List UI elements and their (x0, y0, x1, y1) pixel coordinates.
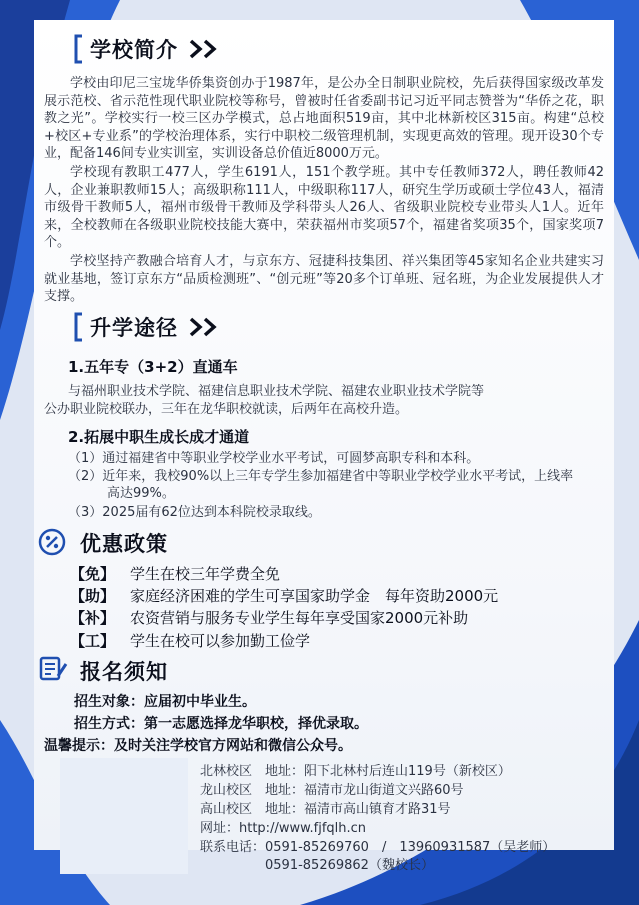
policy-text: 学生在校三年学费全免 (130, 565, 281, 583)
enroll-item: 招生方式：第一志愿选择龙华职校，择优录取。 (74, 716, 368, 732)
policy-text: 学生在校可以参加勤工俭学 (130, 632, 311, 650)
enroll-item: 温馨提示：及时关注学校官方网站和微信公众号。 (44, 738, 352, 754)
policy-item (70, 563, 280, 584)
intro-paragraph-2: 学校现有教职工477人，学生6191人，151个教学班。其中专任教师372人，聘任教师42人，企业兼职教师15人；高级职称111人，中级职称117人，研究生学历或硕士学位43人，福清市级骨干教师5人，福州市级骨干教师及学科带头人26人、省级职业院校专业带头人1人。近年来，全校教师在各级职业院校技能大赛中，荣获福州市奖项57个，福建省奖项35个，国家奖项7个。 (44, 165, 604, 250)
intro-title: 学校简介 (90, 38, 178, 62)
pathway-item: 高达99%。 (68, 486, 175, 501)
policy-title: 优惠政策 (80, 532, 168, 556)
policy-text: 农资营销与服务专业学生每年享受国家2000元补助 (130, 609, 469, 627)
policy-tag: 【助】 (70, 587, 116, 605)
intro-paragraph-3: 学校坚持产教融合培育人才，与京东方、冠捷科技集团、祥兴集团等45家知名企业共建实习就业基地，签订京东方“品质检测班”、“创元班”等20多个订单班、冠名班，为企业发展提供人才支撑。 (44, 254, 604, 304)
contact-line: 高山校区 地址：福清市高山镇育才路31号 (200, 802, 451, 817)
intro-paragraph-1: 学校由印尼三宝垅华侨集资创办于1987年，是公办全日制职业院校，先后获得国家级改革发展示范校、省示范性现代职业院校等称号，曾被时任省委副书记习近平同志赞誉为“华侨之花，职教之光”。学校实行一校三区办学模式，总占地面积519亩，其中北林新校区315亩。构建“总校+校区+专业系”的学校治理体系，实行中职校二级管理机制，实现更高效的管理。现开设30个专业，配备146间专业实训室，实训设备总价值近8000万元。 (44, 76, 604, 161)
policy-item (70, 607, 468, 628)
qr-placeholder (60, 758, 188, 874)
pathway-item: （2）近年来，我校90%以上三年专学生参加福建省中等职业学校学业水平考试，上线率 (68, 469, 574, 484)
policy-text: 家庭经济困难的学生可享国家助学金 每年资助2000元 (130, 587, 499, 605)
heading-bracket-icon (74, 312, 84, 342)
contact-website: 网址：http://www.fjfqlh.cn (200, 821, 367, 836)
heading-bracket-icon (74, 34, 84, 64)
policy-item (70, 585, 498, 606)
pathway-item: （1）通过福建省中等职业学校学业水平考试，可圆梦高职专科和本科。 (68, 451, 480, 466)
pathway-sub2: 2.拓展中职生成长成才通道 (68, 428, 250, 446)
enroll-title: 报名须知 (80, 660, 168, 684)
pathway-heading (74, 312, 222, 342)
policy-tag: 【免】 (70, 565, 116, 583)
contact-line: 北林校区 地址：阳下北林村后连山119号（新校区） (200, 764, 511, 779)
contact-line: 龙山校区 地址：福清市龙山街道文兴路60号 (200, 783, 464, 798)
pathway-sub1-line: 与福州职业技术学院、福建信息职业技术学院、福建农业职业技术学院等 (68, 384, 485, 399)
policy-tag: 【补】 (70, 609, 116, 627)
discount-icon (38, 528, 66, 556)
policy-tag: 【工】 (70, 632, 116, 650)
contact-phone: 0591-85269862（魏校长） (200, 858, 434, 873)
pathway-sub1-line: 公办职业院校联办，三年在龙华职校就读，后两年在高校升造。 (44, 402, 409, 417)
notepad-icon (38, 654, 68, 682)
policy-item (70, 630, 310, 651)
intro-heading (74, 34, 222, 64)
double-chevron-icon (188, 317, 222, 337)
contact-phone: 联系电话：0591-85269760 / 13960931587（吴老师） (200, 840, 556, 855)
pathway-item: （3）2025届有62位达到本科院校录取线。 (68, 505, 321, 520)
pathway-sub1: 1.五年专（3+2）直通车 (68, 358, 238, 376)
enroll-item: 招生对象：应届初中毕业生。 (74, 694, 256, 710)
double-chevron-icon (188, 39, 222, 59)
pathway-title: 升学途径 (90, 316, 178, 340)
